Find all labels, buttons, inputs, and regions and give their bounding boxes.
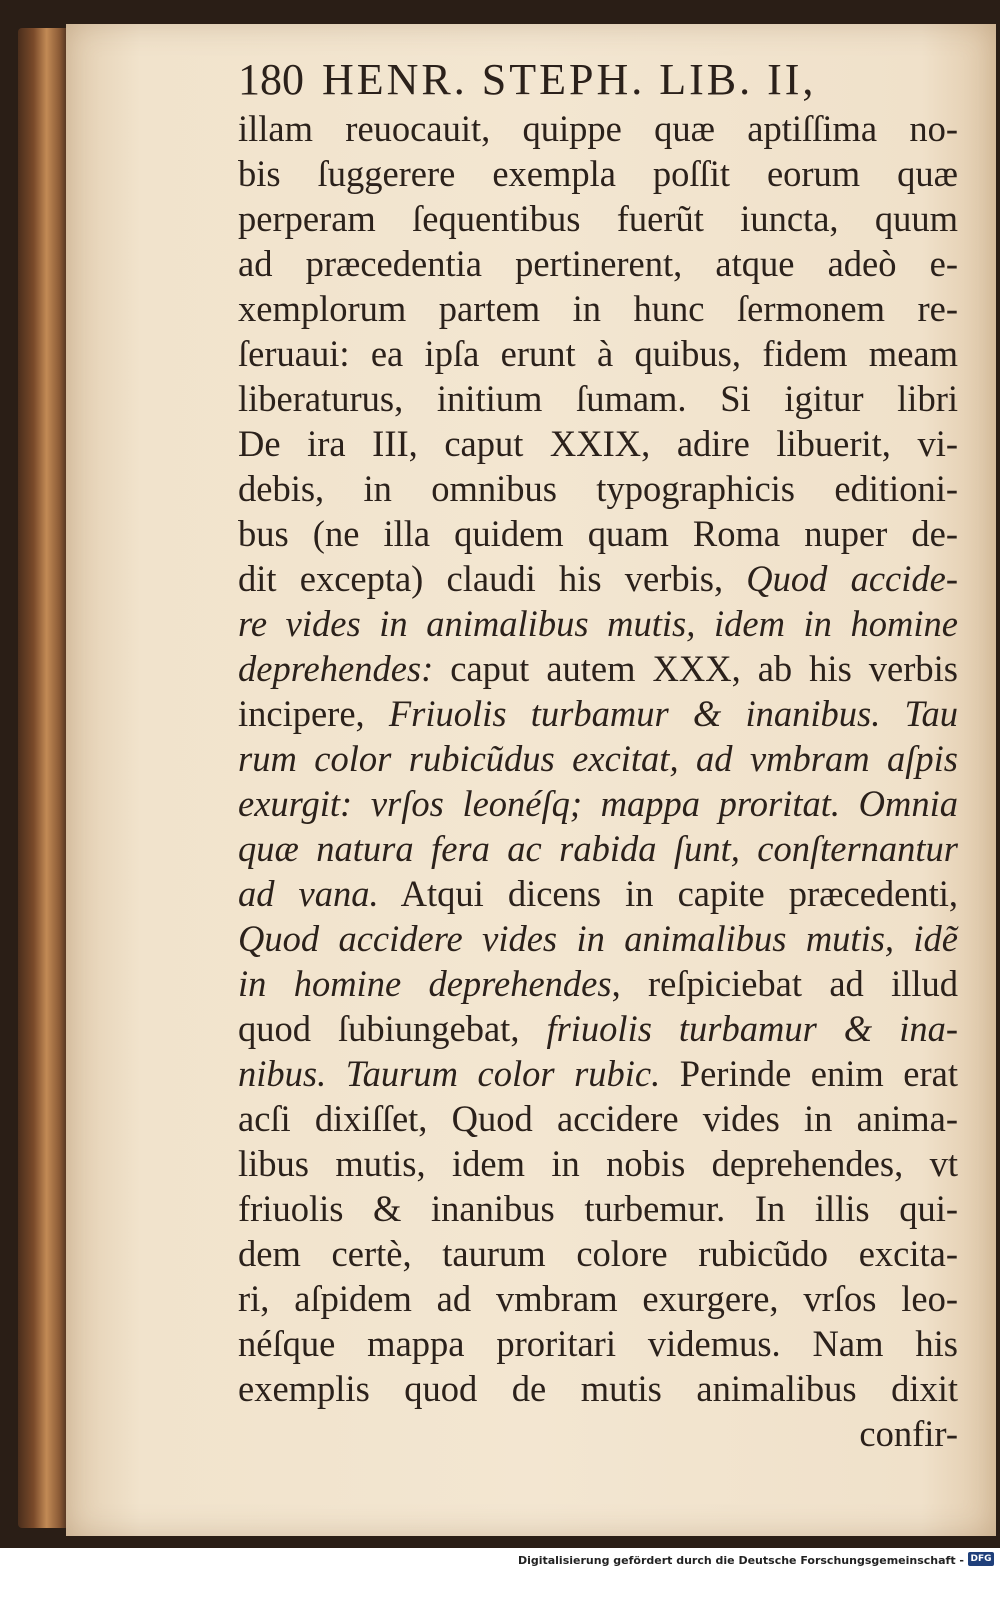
italic-segment: deprehendes: [238,648,434,689]
roman-segment: friuolis & inanibus turbemur. In illis qui- [238,1188,958,1229]
roman-segment: ri, aſpidem ad vmbram exurgere, vrſos leo- [238,1278,958,1319]
text-line [238,646,958,691]
roman-segment: quod ſubiungebat, [238,1008,547,1049]
text-line [238,1186,958,1231]
text-line [238,601,958,646]
running-title: HENR. STEPH. LIB. II, [322,55,817,104]
text-line [238,736,958,781]
text-line [238,286,958,331]
italic-segment: exurgit: vrſos leonéſq; mappa proritat. Omnia [238,783,958,824]
roman-segment: bis ſuggerere exempla poſſit eorum quæ [238,153,958,194]
text-line [238,241,958,286]
funding-credit: Digitalisierung gefördert durch die Deutsche Forschungsgemeinschaft - [517,1554,964,1567]
italic-segment: nibus. Taurum color rubic. [238,1053,661,1094]
text-line [238,961,958,1006]
text-line [238,1051,958,1096]
italic-segment: Quod accidere vides in animalibus mutis, idẽ [238,918,958,959]
roman-segment: ſeruaui: ea ipſa erunt à quibus, fidem meam [238,333,958,374]
text-line [238,1006,958,1051]
text-line [238,556,958,601]
text-line [238,331,958,376]
body-text [238,106,958,1411]
roman-segment: acſi dixiſſet, Quod accidere vides in anima- [238,1098,958,1139]
roman-segment: Atqui dicens in capite præcedenti, [378,873,959,914]
text-line [238,1231,958,1276]
text-line [238,1276,958,1321]
text-line [238,691,958,736]
roman-segment: illam reuocauit, quippe quæ aptiſſima no- [238,108,958,149]
roman-segment: incipere, [238,693,389,734]
text-line [238,781,958,826]
digitization-footer [0,1548,1000,1599]
text-line [238,871,958,916]
book-page [66,24,996,1536]
roman-segment: perperam ſequentibus fuerũt iuncta, quum [238,198,958,239]
italic-segment: quæ natura fera ac rabida ſunt, conſternantur [238,828,958,869]
italic-segment: Friuolis turbamur & inanibus. Tau [388,693,958,734]
italic-segment: friuolis turbamur & ina- [546,1008,958,1049]
roman-segment: caput autem XXX, ab his verbis [433,648,958,689]
roman-segment: ad præcedentia pertinerent, atque adeò e- [238,243,958,284]
italic-segment: ad vana. [238,873,379,914]
text-line [238,1321,958,1366]
roman-segment: debis, in omnibus typographicis editioni- [238,468,958,509]
page-number: 180 [238,55,304,104]
roman-segment: exemplis quod de mutis animalibus dixit [238,1368,958,1409]
text-line [238,106,958,151]
roman-segment: De ira III, caput XXIX, adire libuerit, vi- [238,423,958,464]
text-line [238,826,958,871]
book-cover-edge [18,28,70,1528]
italic-segment: re vides in animalibus mutis, idem in homine [238,603,958,644]
roman-segment: Perinde enim erat [660,1053,958,1094]
running-head [238,54,958,106]
dfg-logo: DFG [968,1552,994,1566]
italic-segment: rum color rubicũdus excitat, ad vmbram aſpis [238,738,958,779]
text-block [238,54,958,1456]
roman-segment: , reſpiciebat ad illud [611,963,958,1004]
text-line [238,196,958,241]
roman-segment: dit excepta) claudi his verbis, [238,558,747,599]
text-line [238,376,958,421]
roman-segment: dem certè, taurum colore rubicũdo excita- [238,1233,958,1274]
text-line [238,1096,958,1141]
text-line [238,916,958,961]
text-line [238,511,958,556]
text-line [238,421,958,466]
roman-segment: néſque mappa proritari videmus. Nam his [238,1323,958,1364]
italic-segment: in homine deprehendes [238,963,612,1004]
text-line [238,1366,958,1411]
roman-segment: xemplorum partem in hunc ſermonem re- [238,288,958,329]
text-line [238,151,958,196]
catchword: confir- [859,1413,958,1454]
text-line [238,1141,958,1186]
roman-segment: bus (ne illa quidem quam Roma nuper de- [238,513,958,554]
text-line [238,466,958,511]
italic-segment: Quod accide- [746,558,958,599]
roman-segment: liberaturus, initium ſumam. Si igitur libri [238,378,958,419]
roman-segment: libus mutis, idem in nobis deprehendes, vt [238,1143,958,1184]
